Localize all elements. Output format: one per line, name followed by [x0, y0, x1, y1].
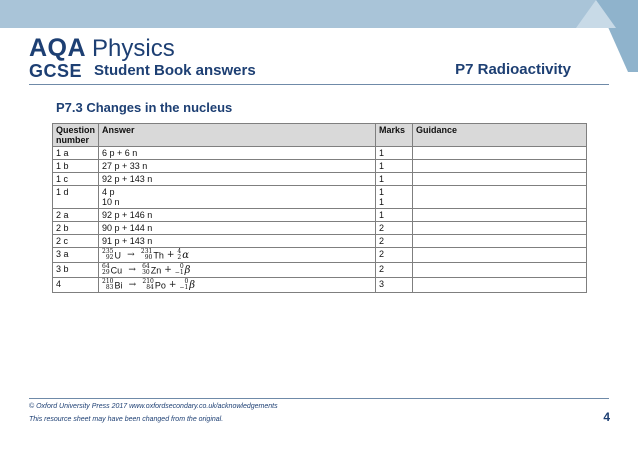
- answer-cell: 6 p + 6 n: [99, 147, 376, 160]
- plus-symbol: +: [166, 250, 175, 260]
- brand-aqa-logo: AQA: [29, 34, 87, 62]
- nuclear-equation: [102, 280, 195, 291]
- marks-cell: 1: [376, 209, 413, 222]
- arrow-symbol: →: [128, 265, 136, 275]
- element-symbol: Zn: [150, 265, 162, 275]
- answer-cell: 90 p + 144 n: [99, 222, 376, 235]
- marks-cell: 1: [376, 160, 413, 173]
- mass-number: 0: [184, 278, 189, 285]
- table-header-row: [53, 124, 587, 147]
- particle-symbol: β: [184, 264, 191, 276]
- header-divider: [29, 84, 609, 85]
- question-cell: 3 b: [53, 263, 99, 278]
- atomic-number: 92: [105, 254, 114, 261]
- plus-symbol: +: [168, 280, 177, 290]
- element-symbol: Th: [153, 250, 164, 260]
- footer-divider: [29, 398, 609, 399]
- answer-cell: [99, 278, 376, 293]
- arrow-symbol: →: [127, 250, 135, 260]
- atomic-number: 30: [142, 269, 150, 276]
- guidance-cell: [413, 209, 587, 222]
- document-subtitle: Student Book answers: [94, 62, 256, 79]
- marks-line: 1: [379, 197, 385, 207]
- question-cell: 2 c: [53, 235, 99, 248]
- mass-number: 235: [102, 248, 114, 255]
- answer-cell: [99, 248, 376, 263]
- answer-cell: [99, 263, 376, 278]
- guidance-cell: [413, 147, 587, 160]
- mass-number: 231: [140, 248, 153, 255]
- element-symbol: Bi: [114, 280, 123, 290]
- answer-cell: 27 p + 33 n: [99, 160, 376, 173]
- atomic-number: −1: [179, 284, 189, 291]
- header-marks: Marks: [376, 124, 413, 147]
- question-cell: 1 d: [53, 186, 99, 209]
- question-cell: 2 b: [53, 222, 99, 235]
- nuclide-numbers: [141, 249, 152, 261]
- table-row: [53, 173, 587, 186]
- particle-numbers: [179, 279, 188, 291]
- marks-cell: 1: [376, 173, 413, 186]
- mass-number: 210: [142, 278, 154, 285]
- table-row: [53, 222, 587, 235]
- guidance-cell: [413, 186, 587, 209]
- table-row: [53, 186, 587, 209]
- chapter-title: P7 Radioactivity: [455, 61, 571, 78]
- mass-number: 64: [102, 263, 110, 270]
- guidance-cell: [413, 248, 587, 263]
- atomic-number: 90: [144, 254, 153, 261]
- marks-cell: 1: [376, 147, 413, 160]
- table-row: [53, 160, 587, 173]
- question-cell: 1 c: [53, 173, 99, 186]
- marks-cell: 2: [376, 263, 413, 278]
- atomic-number: 2: [177, 254, 182, 261]
- marks-cell: 2: [376, 248, 413, 263]
- particle-symbol: β: [189, 279, 196, 291]
- table-row: [53, 209, 587, 222]
- guidance-cell: [413, 278, 587, 293]
- answer-cell: 91 p + 143 n: [99, 235, 376, 248]
- answers-table: [52, 123, 587, 293]
- brand-physics-title: Physics: [92, 35, 175, 62]
- element-symbol: Po: [154, 280, 166, 290]
- marks-cell: 2: [376, 222, 413, 235]
- copyright-line: © Oxford University Press 2017 www.oxfordsecondary.co.uk/acknowledgements: [29, 403, 278, 410]
- question-cell: 3 a: [53, 248, 99, 263]
- answer-cell: 92 p + 143 n: [99, 173, 376, 186]
- page-number: 4: [603, 410, 610, 424]
- question-cell: 4: [53, 278, 99, 293]
- arrow-symbol: →: [128, 280, 137, 290]
- top-color-band: [0, 0, 638, 28]
- marks-cell: [376, 186, 413, 209]
- header-question: Question number: [53, 124, 99, 147]
- nuclear-equation: [102, 250, 189, 261]
- particle-numbers: [175, 264, 184, 276]
- guidance-cell: [413, 235, 587, 248]
- guidance-cell: [413, 173, 587, 186]
- mass-number: 4: [177, 248, 182, 255]
- particle-numbers: [177, 249, 181, 261]
- mass-number: 0: [179, 263, 184, 270]
- answer-line: 4 p: [102, 187, 115, 197]
- question-cell: 1 b: [53, 160, 99, 173]
- answer-cell: 92 p + 146 n: [99, 209, 376, 222]
- table-row: [53, 248, 587, 263]
- answer-cell: [99, 186, 376, 209]
- atomic-number: 84: [146, 284, 154, 291]
- marks-line: 1: [379, 187, 385, 197]
- element-symbol: U: [114, 250, 121, 260]
- guidance-cell: [413, 160, 587, 173]
- mass-number: 64: [142, 263, 150, 270]
- section-title: P7.3 Changes in the nucleus: [56, 100, 233, 115]
- particle-symbol: α: [182, 249, 189, 261]
- nuclide-numbers: [142, 264, 150, 276]
- header-answer: Answer: [99, 124, 376, 147]
- guidance-cell: [413, 222, 587, 235]
- question-cell: 2 a: [53, 209, 99, 222]
- brand-gcse-label: GCSE: [29, 61, 83, 81]
- nuclide-numbers: [102, 279, 113, 291]
- header-guidance: Guidance: [413, 124, 587, 147]
- nuclide-numbers: [142, 279, 153, 291]
- nuclide-numbers: [102, 249, 113, 261]
- nuclear-equation: [102, 265, 190, 276]
- table-row: [53, 263, 587, 278]
- guidance-cell: [413, 263, 587, 278]
- marks-cell: 2: [376, 235, 413, 248]
- table-row: [53, 147, 587, 160]
- atomic-number: 29: [102, 269, 110, 276]
- table-row: [53, 235, 587, 248]
- plus-symbol: +: [164, 265, 172, 275]
- disclaimer-line: This resource sheet may have been changed from the original.: [29, 416, 224, 423]
- question-cell: 1 a: [53, 147, 99, 160]
- table-row: [53, 278, 587, 293]
- atomic-number: 83: [105, 284, 114, 291]
- nuclide-numbers: [102, 264, 110, 276]
- answer-line: 10 n: [102, 197, 120, 207]
- corner-decoration: [576, 0, 638, 72]
- element-symbol: Cu: [110, 265, 123, 275]
- atomic-number: −1: [174, 269, 184, 276]
- mass-number: 210: [102, 278, 114, 285]
- marks-cell: 3: [376, 278, 413, 293]
